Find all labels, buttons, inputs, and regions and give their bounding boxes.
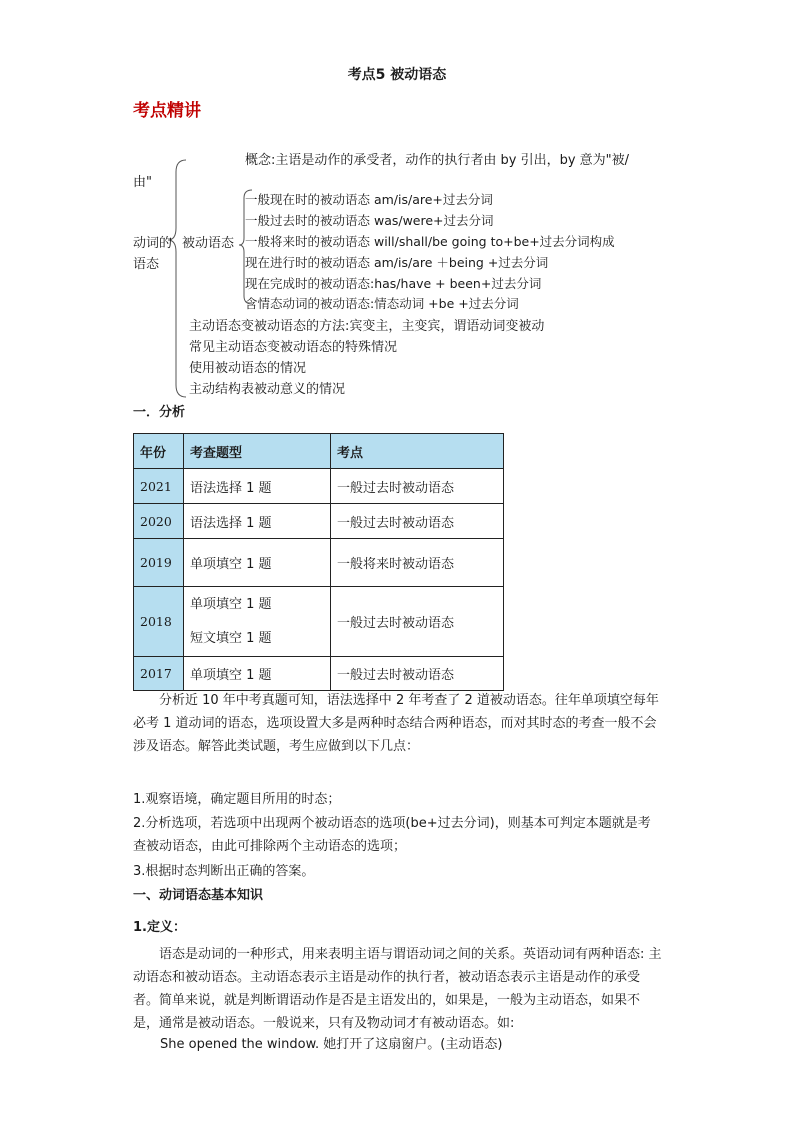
outline-other-item: 使用被动语态的情况: [189, 361, 307, 376]
table-cell-type: 单项填空 1 题: [184, 539, 331, 587]
table-cell-point: 一般将来时被动语态: [331, 539, 504, 587]
basics-heading: 一、动词语态基本知识: [133, 888, 264, 903]
outline-passive-label: 被动语态: [182, 236, 235, 251]
outline-tense-item: 一般过去时的被动语态 was/were+过去分词: [245, 213, 494, 228]
table-cell-type: 语法选择 1 题: [184, 469, 331, 504]
table-cell-year: 2020: [134, 504, 184, 539]
outline-tense-item: 现在完成时的被动语态:has/have + been+过去分词: [245, 276, 542, 291]
table-header-type: 考查题型: [184, 434, 331, 469]
outline-concept-line2: 由": [133, 175, 152, 190]
table-cell-type: 单项填空 1 题: [184, 657, 331, 691]
table-cell-year: 2019: [134, 539, 184, 587]
outline-concept-line1: 概念:主语是动作的承受者，动作的执行者由 by 引出，by 意为"被/: [245, 153, 630, 168]
table-row: [134, 657, 504, 691]
table-row: [134, 504, 504, 539]
outline-tense-item: 一般将来时的被动语态 will/shall/be going to+be+过去分词构成: [245, 234, 615, 249]
table-row: [134, 587, 504, 657]
table-cell-type-line: 短文填空 1 题: [190, 630, 272, 646]
outline-tense-item: 一般现在时的被动语态 am/is/are+过去分词: [245, 192, 493, 207]
definition-heading: 1.定义：: [133, 920, 186, 935]
outline-tense-item: 含情态动词的被动语态:情态动词 +be +过去分词: [245, 296, 519, 311]
table-header-point: 考点: [331, 434, 504, 469]
table-cell-point: 一般过去时被动语态: [331, 587, 504, 657]
outline-other-item: 主动语态变被动语态的方法:宾变主，主变宾，谓语动词变被动: [189, 319, 545, 334]
table-cell-year: 2021: [134, 469, 184, 504]
outline-root-label-2: 语态: [133, 257, 160, 272]
outline-tense-item: 现在进行时的被动语态 am/is/are ＋being +过去分词: [245, 255, 549, 270]
exam-table: [133, 433, 504, 691]
point-item: 1.观察语境，确定题目所用的时态；: [133, 792, 341, 807]
outline-other-item: 主动结构表被动意义的情况: [189, 382, 346, 397]
definition-paragraph: 语态是动词的一种形式，用来表明主语与谓语动词之间的关系。英语动词有两种语态: 主动语态和被动语态。主动语态表示主语是动作的执行者，被动语态表示主语是动作的承受者。简单来说，就是判断谓语动作是否是主语发出的，如果是，一般为主动语态，如果不是，通常是被动语态。一般说来，只有及物动词才有被动语态。如:: [133, 947, 662, 1031]
point-item: 3.根据时态判断出正确的答案。: [133, 864, 315, 879]
table-cell-type-line: 单项填空 1 题: [190, 596, 272, 612]
outline-other-item: 常见主动语态变被动语态的特殊情况: [189, 340, 398, 355]
table-cell-type: 语法选择 1 题: [184, 504, 331, 539]
section-heading: 考点精讲: [133, 101, 201, 121]
table-header-row: [134, 434, 504, 469]
analysis-paragraph: 分析近 10 年中考真题可知，语法选择中 2 年考查了 2 道被动语态。往年单项填空每年必考 1 道动词的语态，选项设置大多是两种时态结合两种语态，而对其时态的考查一般不会涉及语态。解答此类试题，考生应做到以下几点：: [133, 693, 659, 754]
point-item: 2.分析选项，若选项中出现两个被动语态的选项(be+过去分词)，则基本可判定本题就是考查被动语态，由此可排除两个主动语态的选项；: [133, 816, 651, 854]
table-cell-point: 一般过去时被动语态: [331, 469, 504, 504]
analysis-heading: 一．分析: [133, 405, 186, 420]
table-cell-type-multi: [184, 587, 331, 657]
table-row: [134, 469, 504, 504]
table-cell-point: 一般过去时被动语态: [331, 504, 504, 539]
table-header-year: 年份: [134, 434, 184, 469]
table-row: [134, 539, 504, 587]
page-title: 考点5 被动语态: [347, 67, 447, 83]
outline-root-label: 动词的: [133, 236, 173, 251]
example-sentence: She opened the window. 她打开了这扇窗户。(主动语态): [160, 1037, 503, 1052]
table-cell-year: 2017: [134, 657, 184, 691]
table-cell-year: 2018: [134, 587, 184, 657]
table-cell-point: 一般过去时被动语态: [331, 657, 504, 691]
